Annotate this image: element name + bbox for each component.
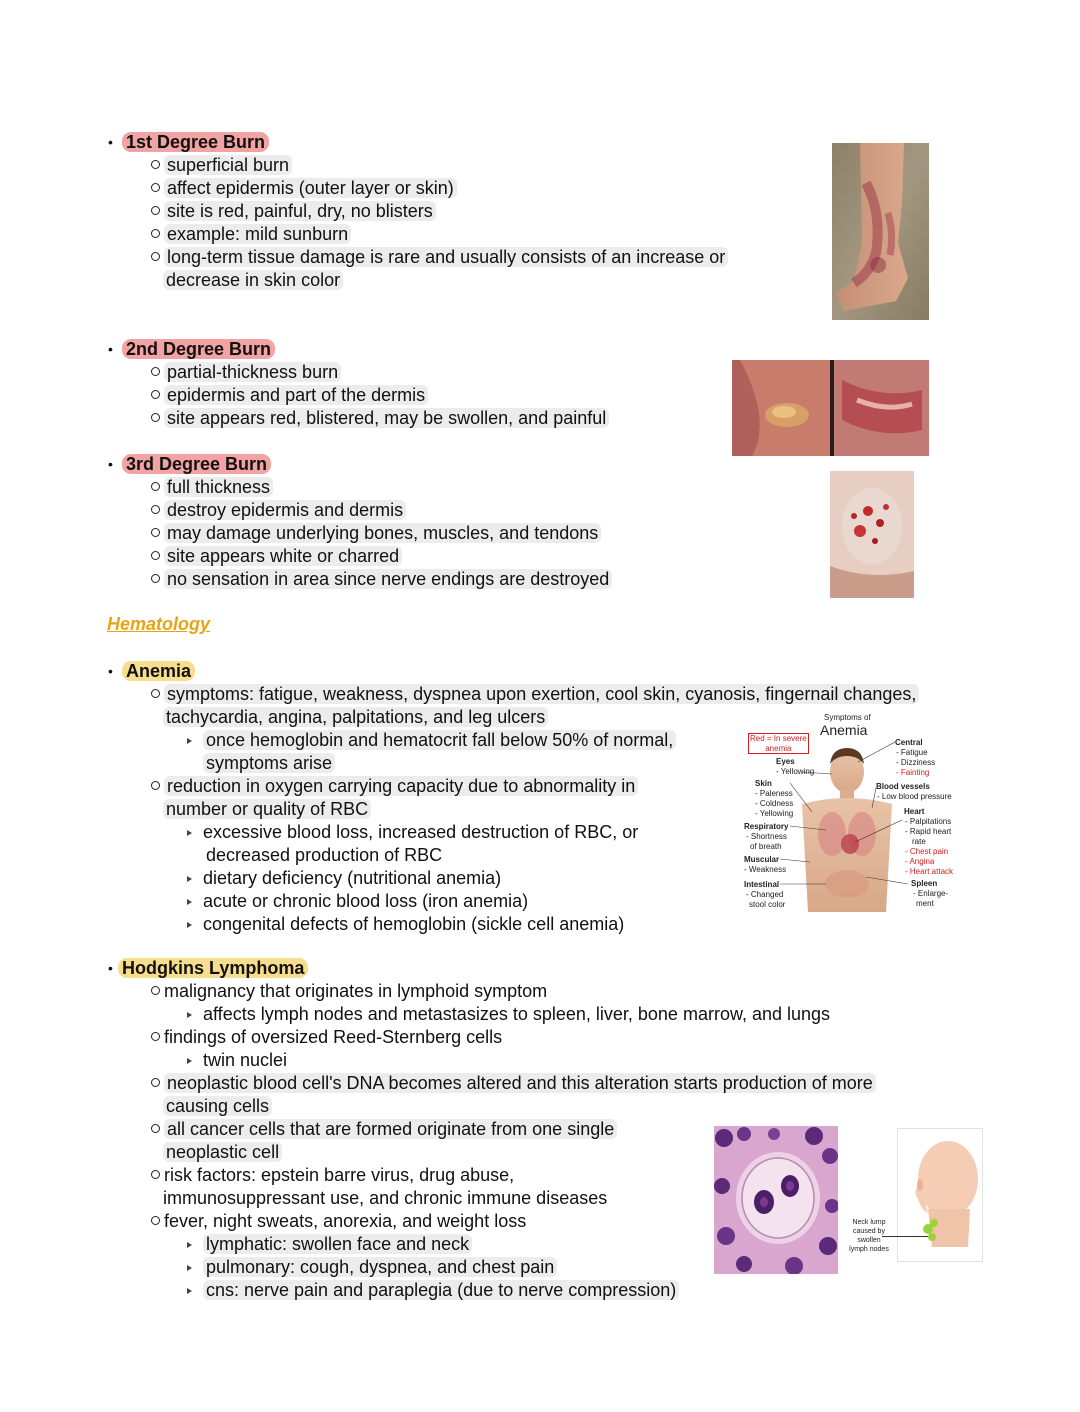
third-degree-title: 3rd Degree Burn [122, 454, 271, 474]
bullet-icon: • [108, 341, 113, 357]
hodgkins-item: all cancer cells that are formed originate from one single [164, 1119, 617, 1139]
intestinal-label: Intestinal [744, 880, 780, 889]
first-degree-item: site is red, painful, dry, no blisters [164, 201, 436, 221]
muscular-symptom: - Weakness [744, 865, 787, 874]
triangle-bullet-icon [187, 1012, 192, 1018]
third-degree-item: site appears white or charred [164, 546, 402, 566]
hodgkins-item: causing cells [163, 1096, 272, 1116]
anemia-item: reduction in oxygen carrying capacity due to abnormality in [164, 776, 638, 796]
second-degree-item: epidermis and part of the dermis [164, 385, 428, 405]
anemia-diagram-title: Anemia [820, 722, 868, 738]
neck-lump-pointer [882, 1236, 928, 1237]
triangle-bullet-icon [187, 1058, 192, 1064]
central-symptom: - Dizziness [896, 758, 936, 767]
blood-vessels-symptom: - Low blood pressure [877, 792, 952, 801]
heart-symptom: rate [912, 837, 926, 846]
first-degree-item: decrease in skin color [163, 270, 343, 290]
circle-bullet-icon [151, 574, 160, 583]
third-degree-item: no sensation in area since nerve endings are destroyed [164, 569, 612, 589]
muscular-label: Muscular [744, 855, 780, 864]
circle-bullet-icon [151, 551, 160, 560]
heart-symptom: - Heart attack [905, 867, 954, 876]
circle-bullet-icon [151, 229, 160, 238]
anemia-item: acute or chronic blood loss (iron anemia) [203, 891, 529, 911]
neck-lymph-illustration [897, 1128, 983, 1262]
circle-bullet-icon [151, 390, 160, 399]
bullet-icon: • [108, 663, 113, 679]
anemia-item: once hemoglobin and hematocrit fall below 50% of normal, [203, 730, 676, 750]
anemia-diagram-subtitle: Symptoms of [824, 713, 871, 722]
triangle-bullet-icon [187, 922, 192, 928]
circle-bullet-icon [151, 183, 160, 192]
circle-bullet-icon [151, 367, 160, 376]
skin-symptom: - Paleness [755, 789, 793, 798]
hodgkins-item: immunosuppressant use, and chronic immune diseases [163, 1188, 608, 1208]
circle-bullet-icon [151, 413, 160, 422]
hodgkins-item: lymphatic: swollen face and neck [203, 1234, 472, 1254]
hodgkins-item: findings of oversized Reed-Sternberg cells [164, 1027, 503, 1047]
bullet-icon: • [108, 960, 113, 976]
heart-label: Heart [904, 807, 925, 816]
blood-vessels-label: Blood vessels [876, 782, 930, 791]
anemia-item: number or quality of RBC [163, 799, 371, 819]
neck-lump-caption: Neck lump caused by swollen lymph nodes [849, 1219, 889, 1253]
third-degree-item: full thickness [164, 477, 273, 497]
circle-bullet-icon [151, 689, 160, 698]
second-degree-item: partial-thickness burn [164, 362, 341, 382]
hodgkins-item: fever, night sweats, anorexia, and weight loss [164, 1211, 527, 1231]
second-degree-title: 2nd Degree Burn [122, 339, 275, 359]
triangle-bullet-icon [187, 1265, 192, 1271]
hodgkins-item: twin nuclei [203, 1050, 288, 1070]
circle-bullet-icon [151, 1032, 160, 1041]
eyes-label: Eyes [776, 757, 795, 766]
triangle-bullet-icon [187, 738, 192, 744]
respiratory-symptom: - Shortness [746, 832, 787, 841]
third-degree-burn-photo [830, 471, 914, 598]
triangle-bullet-icon [187, 1242, 192, 1248]
first-degree-item: long-term tissue damage is rare and usually consists of an increase or [164, 247, 728, 267]
central-label: Central [895, 738, 923, 747]
first-degree-title: 1st Degree Burn [122, 132, 269, 152]
circle-bullet-icon [151, 252, 160, 261]
anemia-item: symptoms arise [203, 753, 335, 773]
second-degree-item: site appears red, blistered, may be swollen, and painful [164, 408, 609, 428]
spleen-symptom: - Enlarge- [913, 889, 949, 898]
intestinal-symptom: - Changed [746, 890, 784, 899]
circle-bullet-icon [151, 1216, 160, 1225]
spleen-symptom: ment [916, 899, 934, 908]
anemia-item: decreased production of RBC [206, 845, 443, 865]
hodgkins-item: neoplastic cell [163, 1142, 282, 1162]
bullet-icon: • [108, 134, 113, 150]
anemia-item: symptoms: fatigue, weakness, dyspnea upon exertion, cool skin, cyanosis, fingernail changes, [164, 684, 919, 704]
circle-bullet-icon [151, 986, 160, 995]
circle-bullet-icon [151, 482, 160, 491]
respiratory-symptom: of breath [750, 842, 782, 851]
intestinal-symptom: stool color [749, 900, 786, 909]
triangle-bullet-icon [187, 1288, 192, 1294]
circle-bullet-icon [151, 160, 160, 169]
hodgkins-item: risk factors: epstein barre virus, drug abuse, [164, 1165, 515, 1185]
reed-sternberg-cell-photo [714, 1126, 838, 1274]
triangle-bullet-icon [187, 876, 192, 882]
triangle-bullet-icon [187, 899, 192, 905]
hodgkins-item: affects lymph nodes and metastasizes to spleen, liver, bone marrow, and lungs [203, 1004, 831, 1024]
anemia-title: Anemia [122, 661, 195, 681]
hodgkins-title: Hodgkins Lymphoma [118, 958, 308, 978]
bullet-icon: • [108, 456, 113, 472]
hodgkins-item: cns: nerve pain and paraplegia (due to nerve compression) [203, 1280, 679, 1300]
skin-symptom: - Yellowing [755, 809, 794, 818]
first-degree-item: example: mild sunburn [164, 224, 351, 244]
hodgkins-item: malignancy that originates in lymphoid symptom [164, 981, 548, 1001]
respiratory-label: Respiratory [744, 822, 789, 831]
skin-label: Skin [755, 779, 772, 788]
heart-symptom: - Rapid heart [905, 827, 952, 836]
hodgkins-item: pulmonary: cough, dyspnea, and chest pain [203, 1257, 557, 1277]
circle-bullet-icon [151, 1078, 160, 1087]
hodgkins-item: neoplastic blood cell's DNA becomes altered and this alteration starts production of more [164, 1073, 876, 1093]
spleen-label: Spleen [911, 879, 938, 888]
central-symptom: - Fatigue [896, 748, 928, 757]
first-degree-item: affect epidermis (outer layer or skin) [164, 178, 457, 198]
triangle-bullet-icon [187, 830, 192, 836]
circle-bullet-icon [151, 206, 160, 215]
heart-symptom: - Palpitations [905, 817, 952, 826]
first-degree-item: superficial burn [164, 155, 292, 175]
anemia-item: tachycardia, angina, palpitations, and leg ulcers [163, 707, 548, 727]
third-degree-item: destroy epidermis and dermis [164, 500, 406, 520]
anemia-item: congenital defects of hemoglobin (sickle cell anemia) [203, 914, 625, 934]
hematology-heading[interactable]: Hematology [107, 614, 211, 634]
anemia-item: excessive blood loss, increased destruction of RBC, or [203, 822, 639, 842]
eyes-symptom: - Yellowing [776, 767, 815, 776]
circle-bullet-icon [151, 528, 160, 537]
second-degree-burn-photo [732, 360, 929, 456]
severity-legend: Red = In severe anemia [750, 734, 807, 753]
central-symptom: - Fainting [896, 768, 930, 777]
circle-bullet-icon [151, 1170, 160, 1179]
circle-bullet-icon [151, 781, 160, 790]
circle-bullet-icon [151, 1124, 160, 1133]
heart-symptom: - Angina [905, 857, 935, 866]
heart-symptom: - Chest pain [905, 847, 949, 856]
anemia-symptoms-diagram [740, 712, 960, 912]
anemia-item: dietary deficiency (nutritional anemia) [203, 868, 502, 888]
skin-symptom: - Coldness [755, 799, 794, 808]
first-degree-burn-photo [832, 143, 929, 320]
circle-bullet-icon [151, 505, 160, 514]
third-degree-item: may damage underlying bones, muscles, and tendons [164, 523, 601, 543]
